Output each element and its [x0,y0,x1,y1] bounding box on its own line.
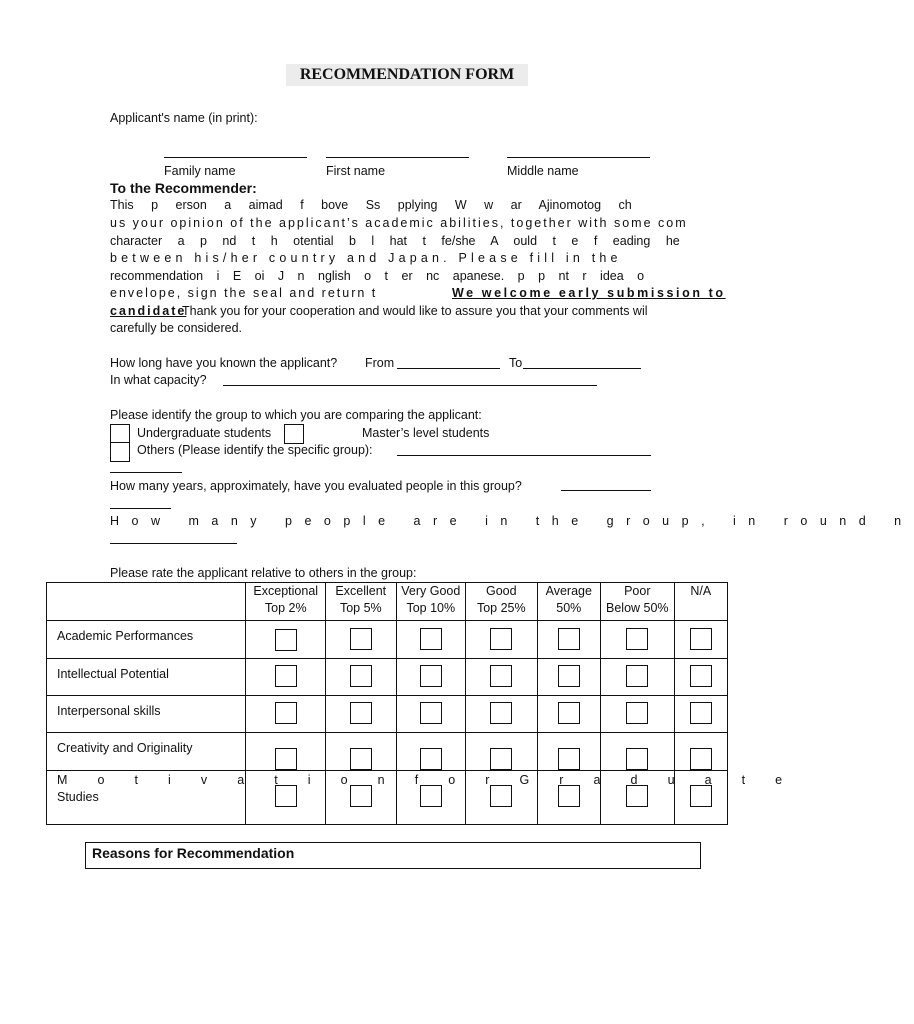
instructions-line-4: between his/her country and Japan. Please fill in the [110,251,622,265]
undergraduate-checkbox[interactable] [110,424,130,444]
first-name-caption: First name [326,164,386,178]
instructions-line-1: This p erson a aimad f bove Ss pplying W w ar Ajinomotog ch [110,198,632,212]
rating-checkbox[interactable] [690,665,712,687]
rating-checkbox[interactable] [420,748,442,770]
rating-cell [466,621,538,659]
rating-checkbox[interactable] [690,702,712,724]
people-field[interactable] [110,543,237,544]
column-sublabel: Top 10% [406,601,456,615]
rating-cell [396,733,466,771]
instructions-line-2: us your opinion of the applicant’s academic abilities, together with some com [110,216,688,230]
others-checkbox[interactable] [110,442,130,462]
rating-cell [674,733,727,771]
rating-cell [537,733,600,771]
rating-checkbox[interactable] [350,748,372,770]
years-field-continued[interactable] [110,508,171,509]
column-very-good [396,583,466,621]
rating-checkbox[interactable] [490,748,512,770]
masters-checkbox[interactable] [284,424,304,444]
rating-checkbox[interactable] [626,785,648,807]
rating-cell [396,696,466,733]
row-label-creativity: Creativity and Originality [47,733,246,771]
column-exceptional [246,583,326,621]
row-label-intellectual: Intellectual Potential [47,659,246,696]
recommender-heading: To the Recommender: [110,180,257,196]
column-sublabel: Top 25% [476,601,526,615]
rating-checkbox[interactable] [350,785,372,807]
row-label-interpersonal: Interpersonal skills [47,696,246,733]
rating-cell [601,621,675,659]
column-poor [601,583,675,621]
rating-header-corner [47,583,246,621]
rating-checkbox[interactable] [350,628,372,650]
rating-checkbox[interactable] [490,628,512,650]
column-sublabel: Top 2% [264,601,307,615]
rating-cell [537,621,600,659]
table-row [47,659,728,696]
column-label: Poor [624,584,651,598]
group-question: Please identify the group to which you are comparing the applicant: [110,408,482,422]
rating-checkbox[interactable] [626,665,648,687]
column-label: Excellent [335,584,387,598]
capacity-question: In what capacity? [110,373,207,387]
rating-checkbox[interactable] [626,748,648,770]
rating-cell [466,733,538,771]
column-label: Very Good [401,584,461,598]
rating-checkbox[interactable] [420,785,442,807]
column-na [674,583,727,621]
rating-cell [326,621,397,659]
column-sublabel: Below 50% [606,601,669,615]
from-label: From [365,356,395,370]
rating-checkbox[interactable] [626,628,648,650]
table-row [47,621,728,659]
rating-cell [246,696,326,733]
candidate-word: candidate [110,304,187,318]
early-submission-note: We welcome early submission to [452,286,726,300]
middle-name-caption: Middle name [507,164,579,178]
rating-checkbox[interactable] [490,702,512,724]
column-average [537,583,600,621]
column-label: Average [545,584,592,598]
rating-checkbox[interactable] [690,748,712,770]
column-label: N/A [690,584,712,598]
family-name-line[interactable] [164,157,307,158]
motivation-label-line-1: M o t i v a t i o n f o r G r a d u a t e [57,773,796,787]
rating-cell [326,696,397,733]
others-field[interactable] [397,455,651,456]
years-question: How many years, approximately, have you evaluated people in this group? [110,479,522,493]
column-sublabel: 50% [556,601,582,615]
from-field[interactable] [397,368,500,369]
rating-checkbox[interactable] [490,785,512,807]
table-row [47,696,728,733]
undergraduate-label: Undergraduate students [137,426,272,440]
rating-checkbox[interactable] [626,702,648,724]
people-question: How many people are in the group, in round n [110,514,914,528]
family-name-caption: Family name [164,164,236,178]
row-label-academic: Academic Performances [47,621,246,659]
column-good [466,583,538,621]
masters-label: Master’s level students [362,426,490,440]
rating-cell [326,659,397,696]
rating-table [46,582,728,825]
to-label: To [509,356,523,370]
rating-checkbox[interactable] [420,665,442,687]
rating-checkbox[interactable] [558,785,580,807]
rating-cell [601,696,675,733]
rating-checkbox[interactable] [420,702,442,724]
rating-checkbox[interactable] [558,665,580,687]
middle-name-line[interactable] [507,157,650,158]
rating-checkbox[interactable] [350,702,372,724]
rating-checkbox[interactable] [420,628,442,650]
table-row [47,733,728,771]
reasons-section: Reasons for Recommendation [85,842,701,869]
rating-checkbox[interactable] [690,785,712,807]
rating-checkbox[interactable] [558,702,580,724]
rating-checkbox[interactable] [490,665,512,687]
rating-cell [674,659,727,696]
rating-cell [396,621,466,659]
others-field-continued[interactable] [110,472,182,473]
instructions-line-5: recommendation i E oi J n nglish o t er nc apanese. p p nt r idea o [110,269,645,283]
form-title: RECOMMENDATION FORM [286,64,528,86]
rating-cell [674,621,727,659]
column-excellent [326,583,397,621]
rating-checkbox[interactable] [275,748,297,770]
rating-checkbox[interactable] [275,665,297,687]
rating-cell [326,733,397,771]
rating-cell [246,733,326,771]
rating-cell [246,621,326,659]
others-label: Others (Please identify the specific group): [137,443,373,457]
first-name-line[interactable] [326,157,469,158]
motivation-label-line-2: Studies [57,790,99,804]
known-question: How long have you known the applicant? [110,356,338,370]
applicant-name-label: Applicant's name (in print): [110,111,258,125]
rating-checkbox[interactable] [558,748,580,770]
instructions-line-7: Thank you for your cooperation and would like to assure you that your comments wil [182,304,648,318]
rating-cell [466,696,538,733]
rating-checkbox[interactable] [275,702,297,724]
rating-cell [537,659,600,696]
rating-cell [674,696,727,733]
rating-cell [466,659,538,696]
rating-checkbox[interactable] [350,665,372,687]
to-field[interactable] [523,368,641,369]
instructions-line-8: carefully be considered. [110,321,243,335]
years-field[interactable] [561,490,651,491]
column-sublabel: Top 5% [339,601,382,615]
rating-cell [396,659,466,696]
rate-instruction: Please rate the applicant relative to others in the group: [110,566,417,580]
rating-checkbox[interactable] [275,629,297,651]
capacity-field[interactable] [223,385,597,386]
rating-cell [601,659,675,696]
instructions-line-6a: envelope, sign the seal and return t [110,286,378,300]
instructions-line-3: character a p nd t h otential b l hat t fe/she A ould t e f eading he [110,234,680,248]
rating-cell [601,733,675,771]
column-label: Good [486,584,517,598]
rating-checkbox[interactable] [275,785,297,807]
rating-cell [537,696,600,733]
rating-header-row [47,583,728,621]
column-label: Exceptional [253,584,319,598]
rating-checkbox[interactable] [690,628,712,650]
rating-cell [246,659,326,696]
rating-checkbox[interactable] [558,628,580,650]
